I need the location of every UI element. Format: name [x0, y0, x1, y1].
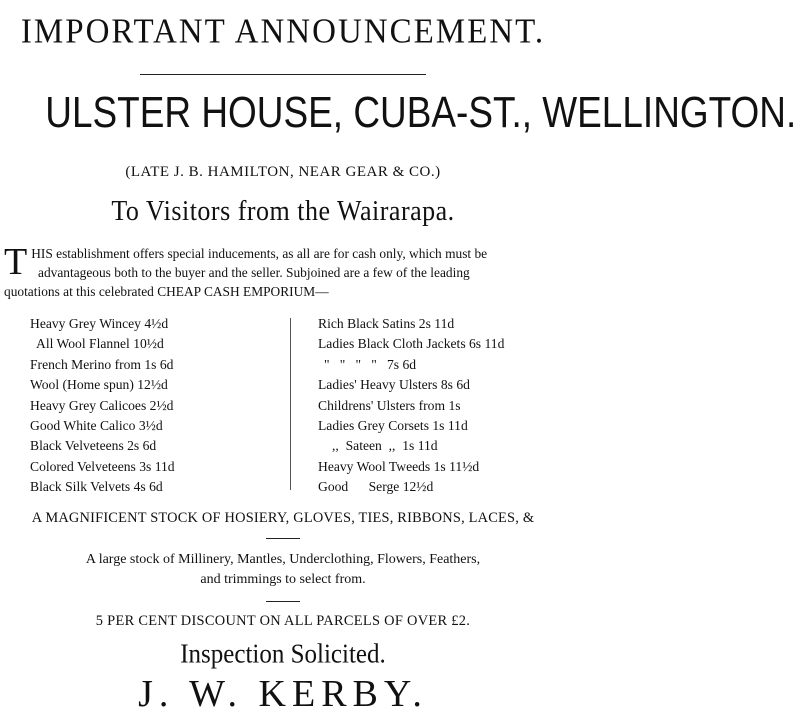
hosiery-rule [266, 538, 300, 539]
intro-line: quotations at this celebrated CHEAP CASH EMPORIUM— [4, 284, 329, 299]
price-list-left [30, 314, 285, 498]
price-item: Black Velveteens 2s 6d [30, 438, 157, 454]
price-item: All Wool Flannel 10½d [36, 336, 164, 352]
discount-line: 5 PER CENT DISCOUNT ON ALL PARCELS OF OVER £2. [95, 613, 471, 629]
price-item: Black Silk Velvets 4s 6d [30, 479, 163, 495]
price-item: Ladies' Heavy Ulsters 8s 6d [318, 377, 470, 393]
price-item: Ladies Black Cloth Jackets 6s 11d [318, 336, 505, 352]
visitors-heading: To Visitors from the Wairarapa. [111, 194, 455, 227]
store-name: ULSTER HOUSE, CUBA-ST., WELLINGTON. [45, 88, 796, 137]
hosiery-line: A MAGNIFICENT STOCK OF HOSIERY, GLOVES, TIES, RIBBONS, LACES, & [31, 510, 535, 526]
millinery-rule [266, 601, 300, 602]
price-item: ,, Sateen ,, 1s 11d [332, 438, 438, 454]
price-item: Wool (Home spun) 12½d [30, 377, 168, 393]
price-item: Childrens' Ulsters from 1s [318, 397, 461, 413]
headline: IMPORTANT ANNOUNCEMENT. [20, 13, 546, 51]
price-item: Heavy Wool Tweeds 1s 11½d [318, 458, 480, 474]
intro-line: HIS establishment offers special inducements, as all are for cash only, which must be [31, 246, 488, 261]
inspection-line: Inspection Solicited. [180, 639, 386, 670]
price-item: Good Serge 12½d [318, 479, 434, 495]
intro-line: advantageous both to the buyer and the seller. Subjoined are a few of the leading [38, 265, 470, 280]
column-divider [290, 318, 291, 490]
headline-rule [140, 74, 426, 75]
former-owner-note: (LATE J. B. HAMILTON, NEAR GEAR & CO.) [125, 164, 441, 180]
millinery-line: A large stock of Millinery, Mantles, Underclothing, Flowers, Feathers, [85, 552, 481, 567]
drop-cap: T [4, 241, 28, 283]
price-item: Ladies Grey Corsets 1s 11d [318, 418, 468, 434]
merchant-signature: J. W. KERBY. [138, 673, 428, 715]
millinery-line: and trimmings to select from. [200, 572, 366, 587]
intro-paragraph [4, 241, 564, 301]
price-item: Colored Velveteens 3s 11d [30, 458, 175, 474]
price-item: " " " " 7s 6d [324, 356, 417, 372]
price-item: Good White Calico 3½d [30, 418, 163, 434]
price-item: French Merino from 1s 6d [30, 356, 174, 372]
price-item: Heavy Grey Calicoes 2½d [30, 397, 174, 413]
price-item: Heavy Grey Wincey 4½d [30, 316, 169, 331]
price-list-right [318, 314, 564, 498]
price-item: Rich Black Satins 2s 11d [318, 316, 455, 331]
millinery-paragraph [0, 550, 566, 590]
